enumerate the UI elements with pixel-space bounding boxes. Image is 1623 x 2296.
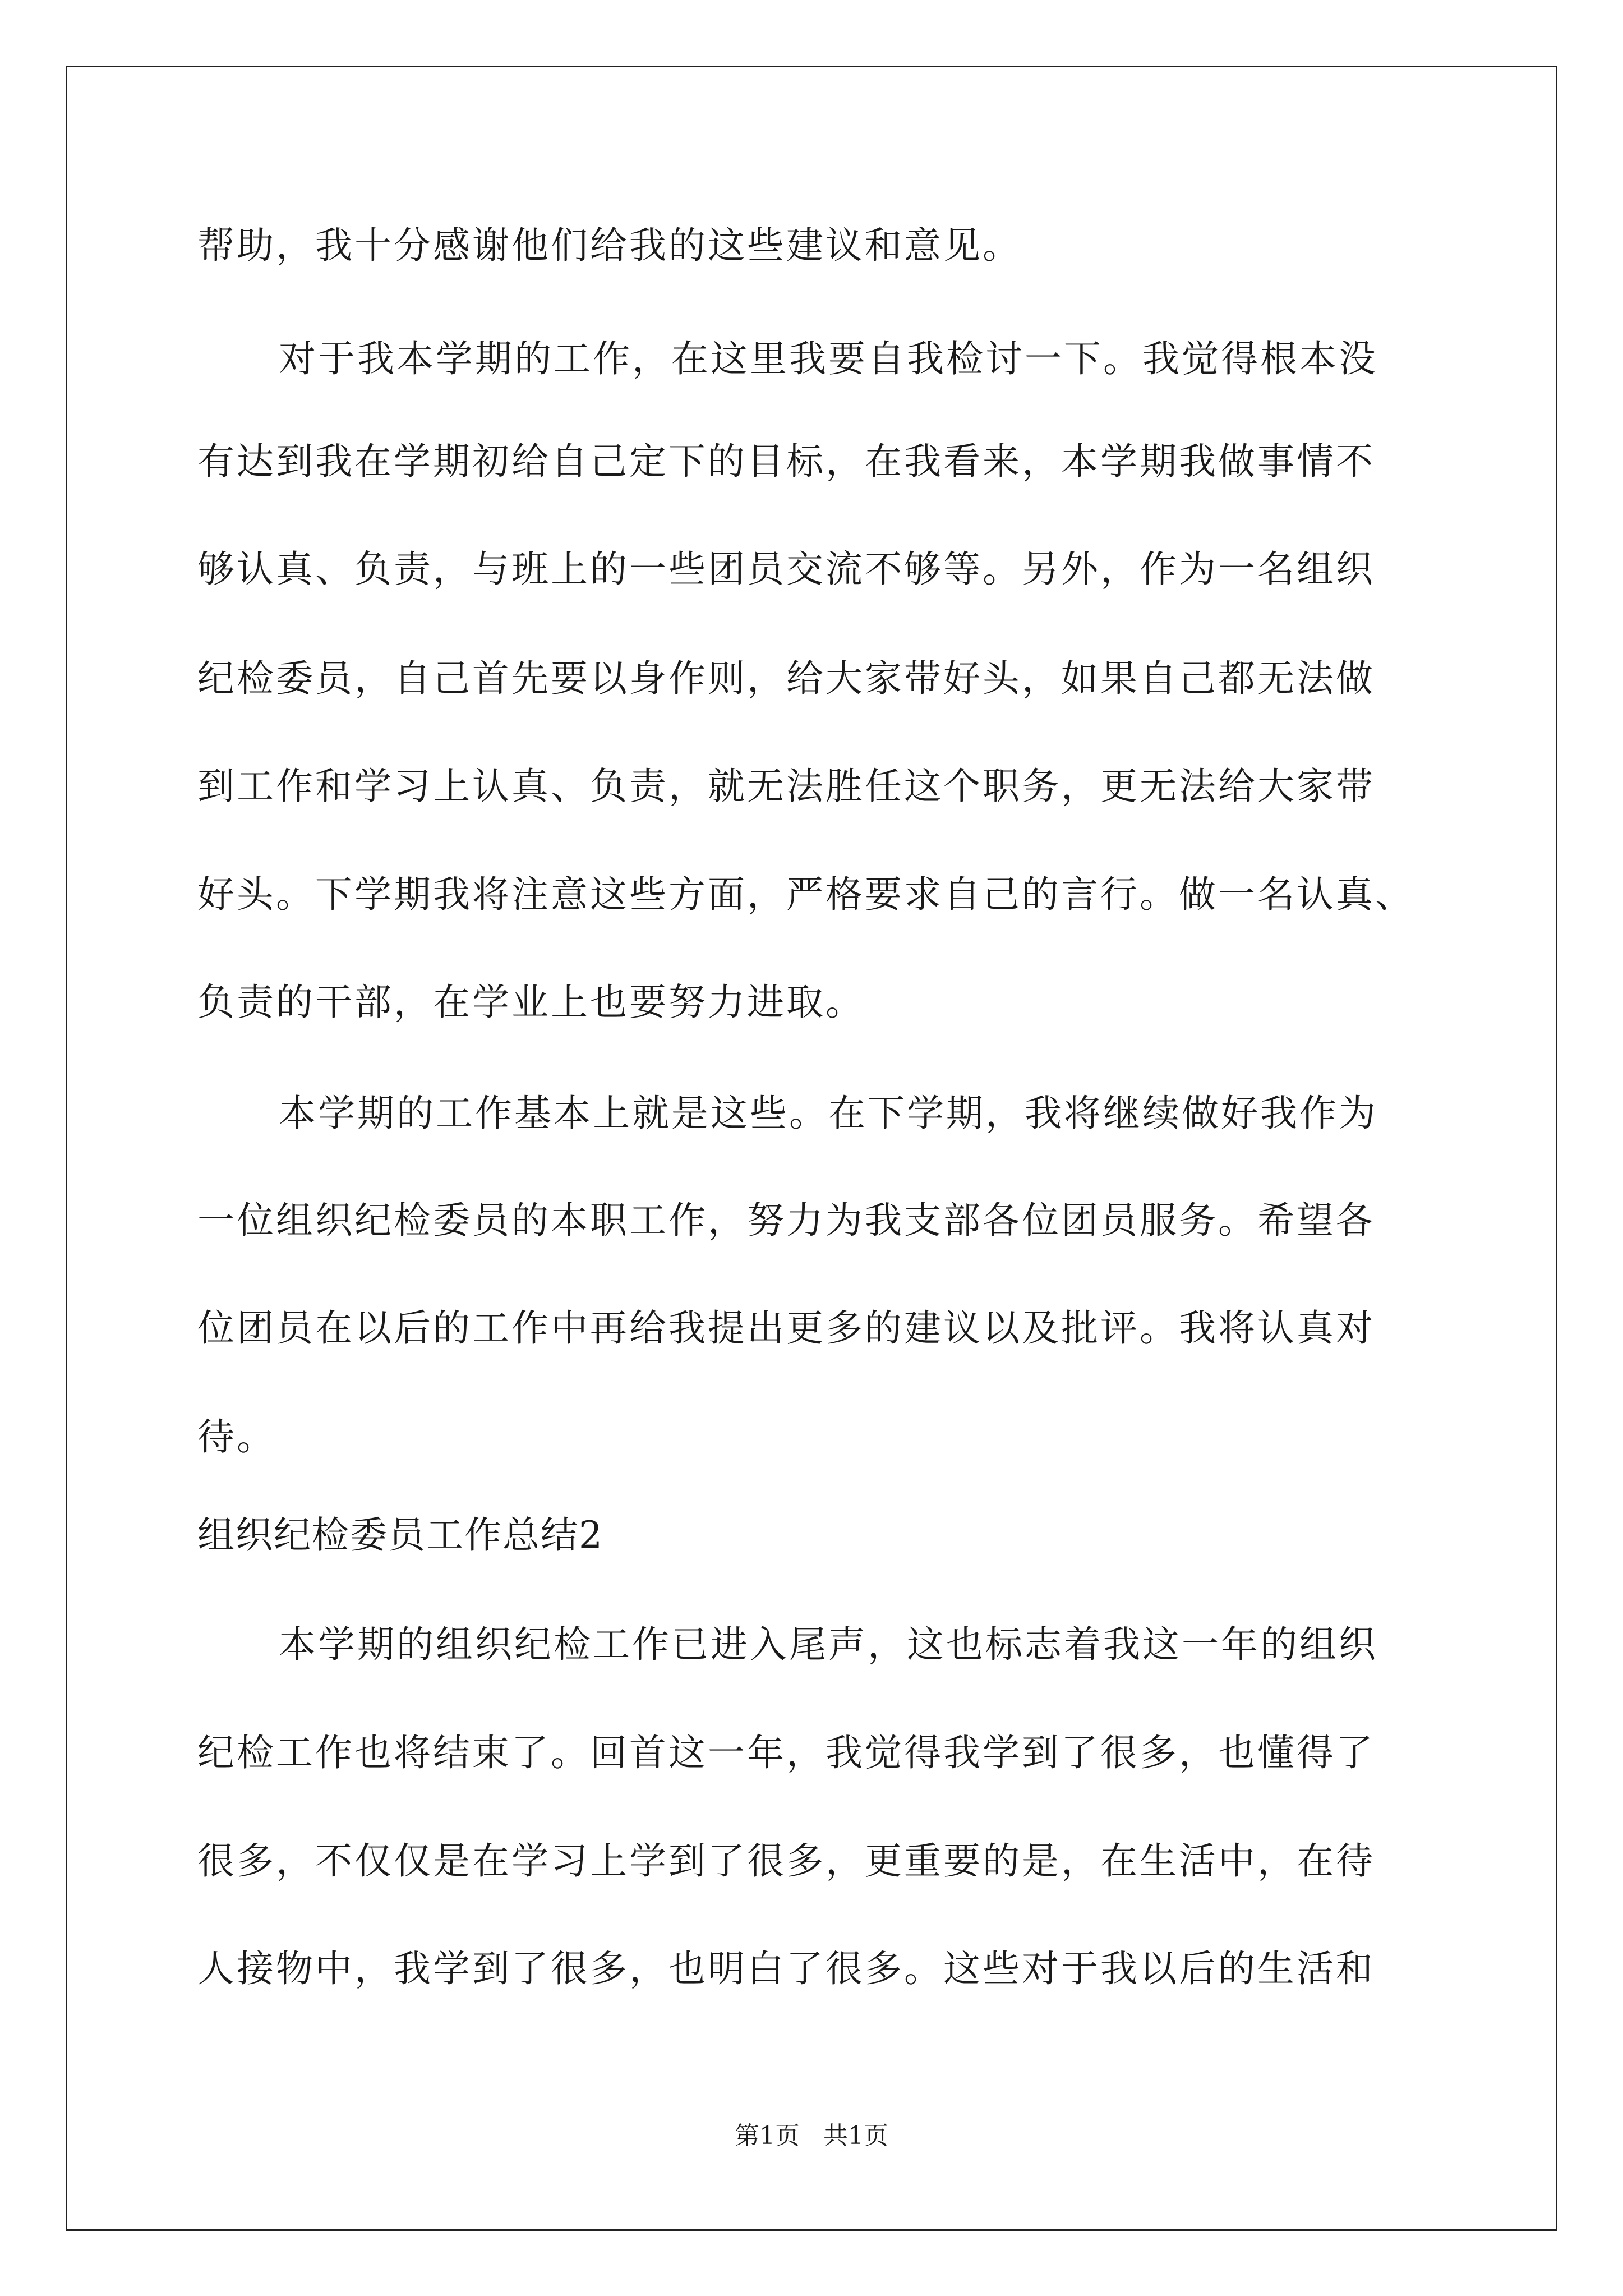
paragraph-line: 有达到我在学期初给自己定下的目标，在我看来，本学期我做事情不	[197, 440, 1375, 483]
paragraph-line: 本学期的组织纪检工作已进入尾声，这也标志着我这一年的组织	[279, 1623, 1378, 1666]
paragraph-line: 待。	[197, 1415, 276, 1458]
paragraph-line: 对于我本学期的工作，在这里我要自我检讨一下。我觉得根本没	[279, 337, 1378, 380]
paragraph-line: 负责的干部，在学业上也要努力进取。	[197, 981, 865, 1024]
paragraph-line: 纪检委员，自己首先要以身作则，给大家带好头，如果自己都无法做	[197, 657, 1375, 700]
paragraph-line: 本学期的工作基本上就是这些。在下学期，我将继续做好我作为	[279, 1092, 1378, 1135]
paragraph-line: 到工作和学习上认真、负责，就无法胜任这个职务，更无法给大家带	[197, 765, 1375, 808]
paragraph-line: 帮助，我十分感谢他们给我的这些建议和意见。	[197, 224, 1022, 267]
page-border	[66, 66, 1557, 2231]
paragraph-line: 够认真、负责，与班上的一些团员交流不够等。另外，作为一名组织	[197, 547, 1375, 591]
page-footer: 第1页 共1页	[735, 2122, 888, 2150]
section-heading: 组织纪检委员工作总结2	[197, 1513, 603, 1557]
paragraph-line: 很多，不仅仅是在学习上学到了很多，更重要的是，在生活中，在待	[197, 1839, 1375, 1883]
paragraph-line: 一位组织纪检委员的本职工作，努力为我支部各位团员服务。希望各	[197, 1199, 1375, 1242]
paragraph-line: 人接物中，我学到了很多，也明白了很多。这些对于我以后的生活和	[197, 1947, 1375, 1990]
paragraph-line: 纪检工作也将结束了。回首这一年，我觉得我学到了很多，也懂得了	[197, 1731, 1375, 1774]
paragraph-line: 位团员在以后的工作中再给我提出更多的建议以及批评。我将认真对	[197, 1306, 1375, 1350]
paragraph-line: 好头。下学期我将注意这些方面，严格要求自己的言行。做一名认真、	[197, 873, 1414, 916]
